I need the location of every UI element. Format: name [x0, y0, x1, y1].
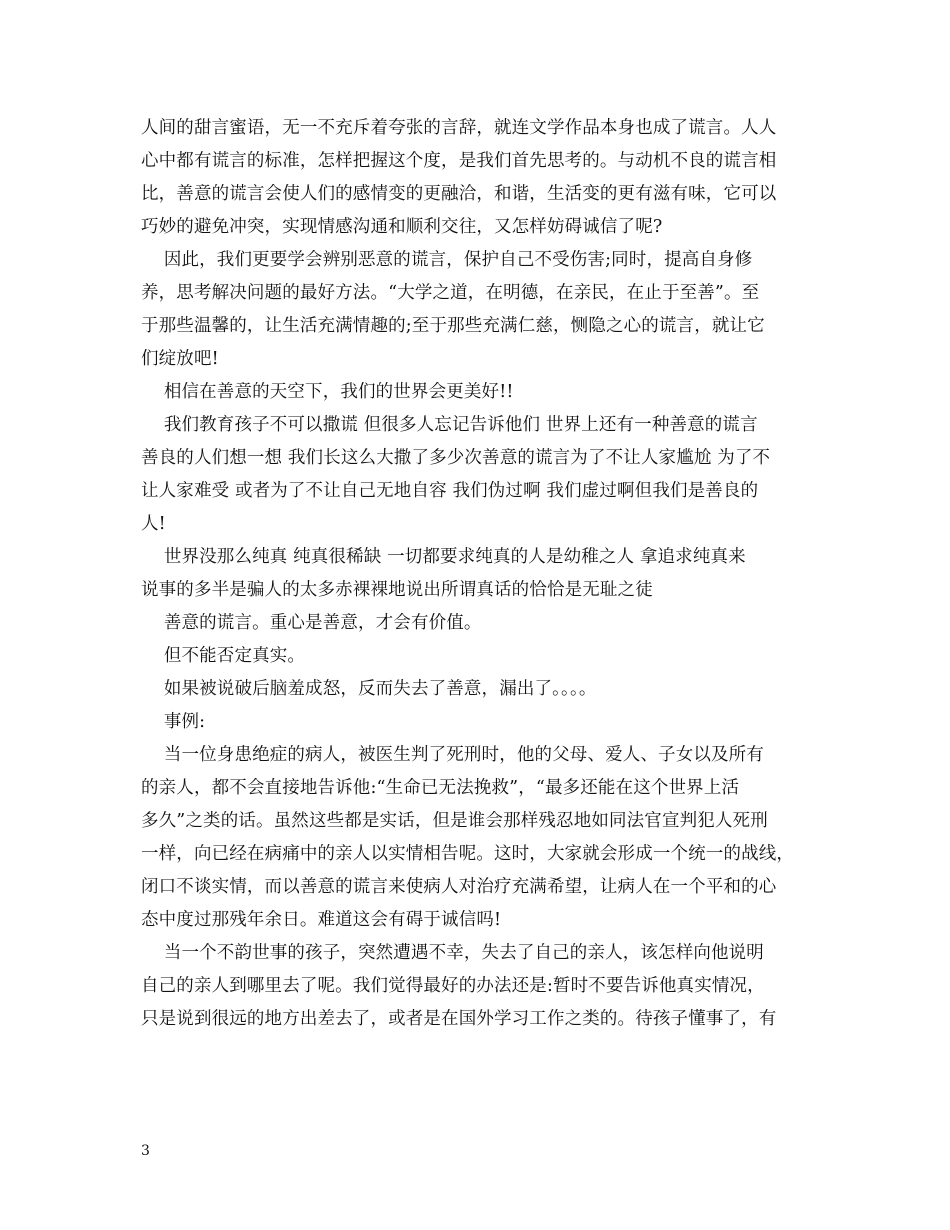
text-line: 自己的亲人到哪里去了呢。我们觉得最好的办法还是:暂时不要告诉他真实情况， [141, 976, 765, 996]
text-line: 因此，我们更要学会辨别恶意的谎言，保护自己不受伤害;同时，提高自身修 [141, 250, 753, 270]
text-line: 比，善意的谎言会使人们的感情变的更融洽，和谐，生活变的更有滋有味，它可以 [141, 184, 777, 204]
text-line: 世界没那么纯真 纯真很稀缺 一切都要求纯真的人是幼稚之人 拿追求纯真来 [141, 547, 746, 567]
text-line: 当一个不韵世事的孩子，突然遭遇不幸，失去了自己的亲人，该怎样向他说明 [141, 943, 764, 963]
text-line: 一样，向已经在病痛中的亲人以实情相告呢。这时，大家就会形成一个统一的战线， [141, 844, 795, 864]
text-line: 善意的谎言。重心是善意，才会有价值。 [141, 613, 482, 633]
text-line: 多久”之类的话。虽然这些都是实话，但是谁会那样残忍地如同法官宣判犯人死刑 [141, 811, 768, 831]
text-line: 养，思考解决问题的最好方法。“大学之道，在明德，在亲民，在止于至善”。至 [141, 283, 760, 303]
text-line: 让人家难受 或者为了不让自己无地自容 我们伪过啊 我们虚过啊但我们是善良的 [141, 481, 759, 501]
text-line: 人! [141, 514, 166, 534]
text-line: 们绽放吧! [141, 349, 219, 369]
text-line: 说事的多半是骗人的太多赤裸裸地说出所谓真话的恰恰是无耻之徒 [141, 580, 653, 600]
body-text [141, 112, 841, 1036]
text-line: 于那些温馨的，让生活充满情趣的;至于那些充满仁慈，恻隐之心的谎言，就让它 [141, 316, 765, 336]
text-line: 巧妙的避免冲突，实现情感沟通和顺利交往，又怎样妨碍诚信了呢? [141, 217, 663, 237]
text-line: 相信在善意的天空下，我们的世界会更美好!! [141, 382, 514, 402]
text-line: 心中都有谎言的标准，怎样把握这个度，是我们首先思考的。与动机不良的谎言相 [141, 151, 777, 171]
text-line: 态中度过那残年余日。难道这会有碍于诚信吗! [141, 910, 502, 930]
text-line: 我们教育孩子不可以撒谎 但很多人忘记告诉他们 世界上还有一种善意的谎言 [141, 415, 758, 435]
text-line: 但不能否定真实。 [141, 646, 306, 666]
text-line: 善良的人们想一想 我们长这么大撒了多少次善意的谎言为了不让人家尴尬 为了不 [141, 448, 771, 468]
page-number: 3 [141, 1143, 150, 1159]
text-line: 人间的甜言蜜语，无一不充斥着夸张的言辞，就连文学作品本身也成了谎言。人人 [141, 118, 777, 138]
text-line: 事例: [141, 712, 206, 732]
text-line: 如果被说破后脑羞成怒，反而失去了善意，漏出了。。。。 [141, 679, 597, 699]
text-line: 的亲人，都不会直接地告诉他:“生命已无法挽救”，“最多还能在这个世界上活 [141, 778, 740, 798]
text-line: 当一位身患绝症的病人，被医生判了死刑时，他的父母、爱人、子女以及所有 [141, 745, 764, 765]
text-line: 闭口不谈实情，而以善意的谎言来使病人对治疗充满希望，让病人在一个平和的心 [141, 877, 777, 897]
text-line: 只是说到很远的地方出差去了，或者是在国外学习工作之类的。待孩子懂事了，有 [141, 1009, 777, 1029]
